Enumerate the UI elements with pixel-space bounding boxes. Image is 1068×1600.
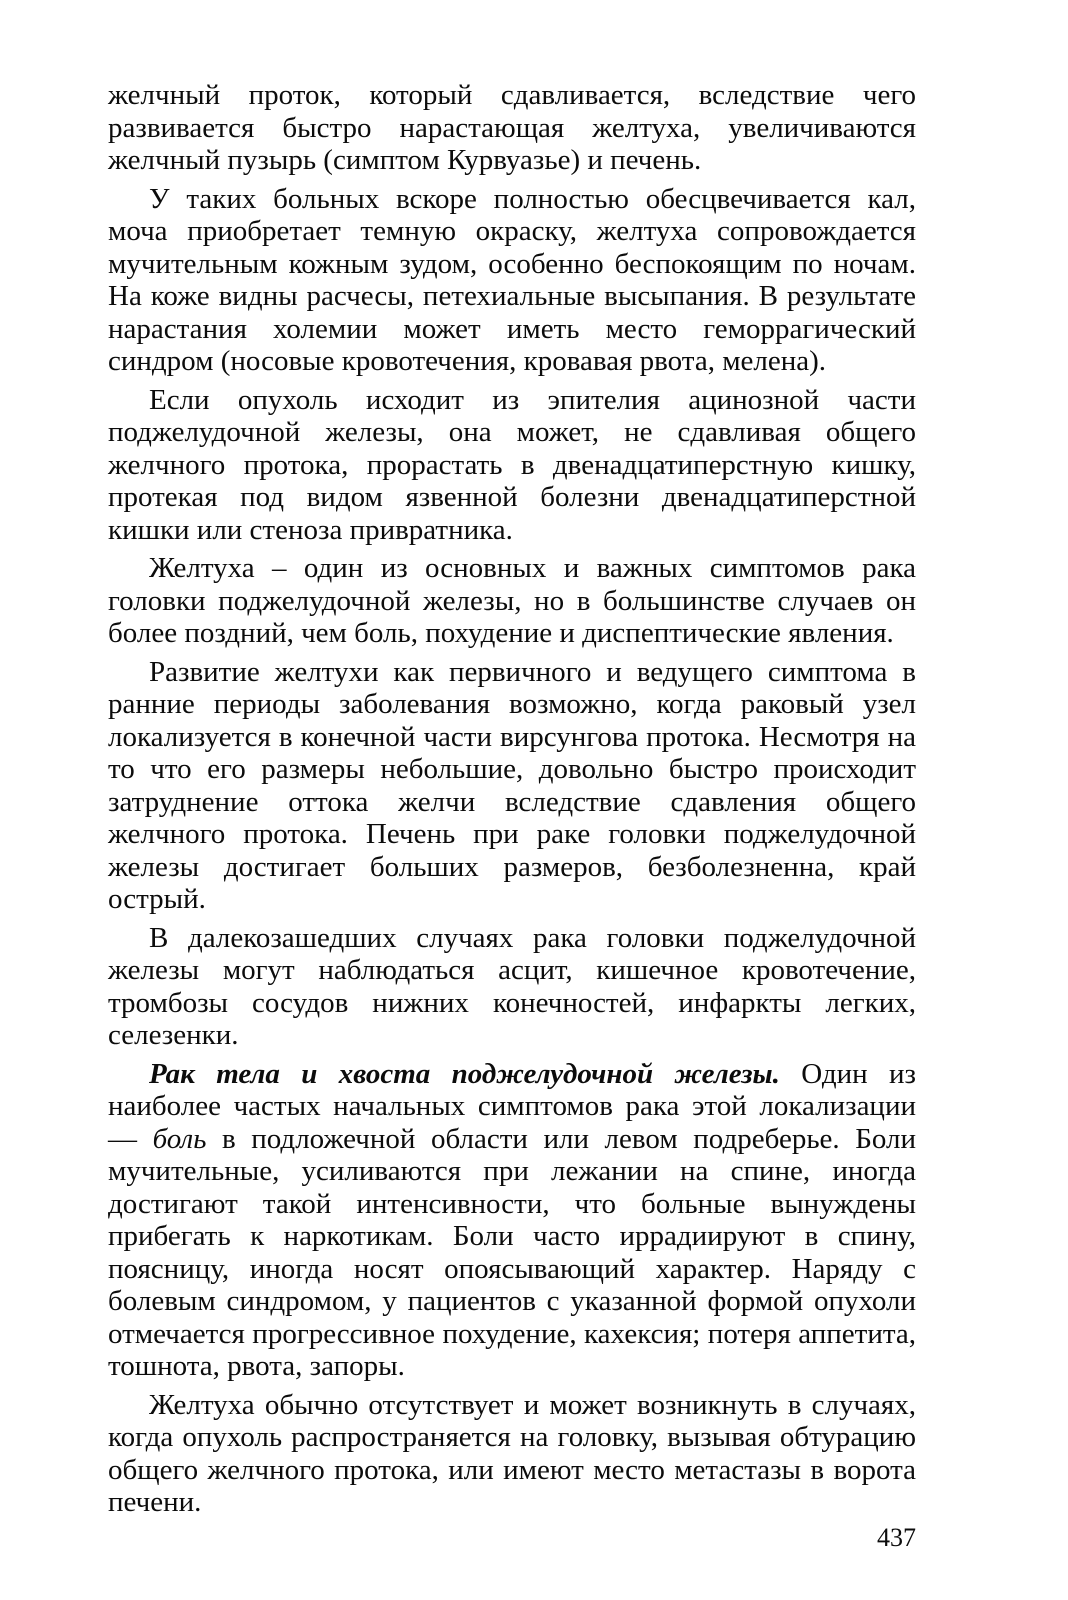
paragraph-6: В далекозашедших случаях рака головки поджелудочной железы могут наблюдаться асцит, кишечное кровотечение, тромбозы сосудов нижних конечностей, инфаркты легких, селезенки. — [108, 921, 916, 1051]
paragraph-5: Развитие желтухи как первичного и ведущего симптома в ранние периоды заболевания возможно, когда раковый узел локализуется в конечной части вирсунгова протока. Несмотря на то что его размеры небольшие, довольно быстро происходит затруднение оттока желчи вследствие сдавления общего желчного протока. Печень при раке головки поджелудочной железы достигает больших размеров, безболезненна, край острый. — [108, 655, 916, 915]
paragraph-4: Желтуха – один из основных и важных симптомов рака головки поджелудочной железы, но в большинстве случаев он более поздний, чем боль, похудение и диспептические явления. — [108, 552, 916, 649]
paragraph-8: Желтуха обычно отсутствует и может возникнуть в случаях, когда опухоль распространяется на головку, вызывая обтурацию общего желчного протока, или имеют место метастазы в ворота печени. — [108, 1388, 916, 1518]
emphasis-word: боль — [152, 1122, 207, 1155]
paragraph-7-text-a: Один из наиболее частых начальных симптомов рака этой локализации — — [108, 1057, 916, 1155]
paragraph-1: желчный проток, который сдавливается, вследствие чего развивается быстро нарастающая желтуха, увеличиваются желчный пузырь (симптом Курвуазье) и печень. — [108, 79, 916, 176]
paragraph-2: У таких больных вскоре полностью обесцвечивается кал, моча приобретает темную окраску, желтуха сопровождается мучительным кожным зудом, особенно беспокоящим по ночам. На коже видны расчесы, петехиальные высыпания. В результате нарастания холемии может иметь место геморрагический синдром (носовые кровотечения, кровавая рвота, мелена). — [108, 182, 916, 377]
paragraph-3: Если опухоль исходит из эпителия ацинозной части поджелудочной железы, она может, не сдавливая общего желчного протока, прорастать в двенадцатиперстную кишку, протекая под видом язвенной болезни двенадцатиперстной кишки или стеноза привратника. — [108, 383, 916, 546]
page-number: 437 — [877, 1523, 916, 1552]
section-heading: Рак тела и хвоста поджелудочной железы. — [149, 1057, 780, 1090]
paragraph-7 — [108, 1058, 916, 1383]
body-text — [108, 79, 916, 1525]
paragraph-7-text-b: в подложечной области или левом подреберье. Боли мучительные, усиливаются при лежании на спине, иногда достигают такой интенсивности, что больные вынуждены прибегать к наркотикам. Боли часто иррадиируют в спину, поясницу, иногда носят опоясывающий характер. Наряду с болевым синдромом, у пациентов с указанной формой опухоли отмечается прогрессивное похудение, кахексия; потеря аппетита, тошнота, рвота, запоры. — [108, 1122, 916, 1382]
